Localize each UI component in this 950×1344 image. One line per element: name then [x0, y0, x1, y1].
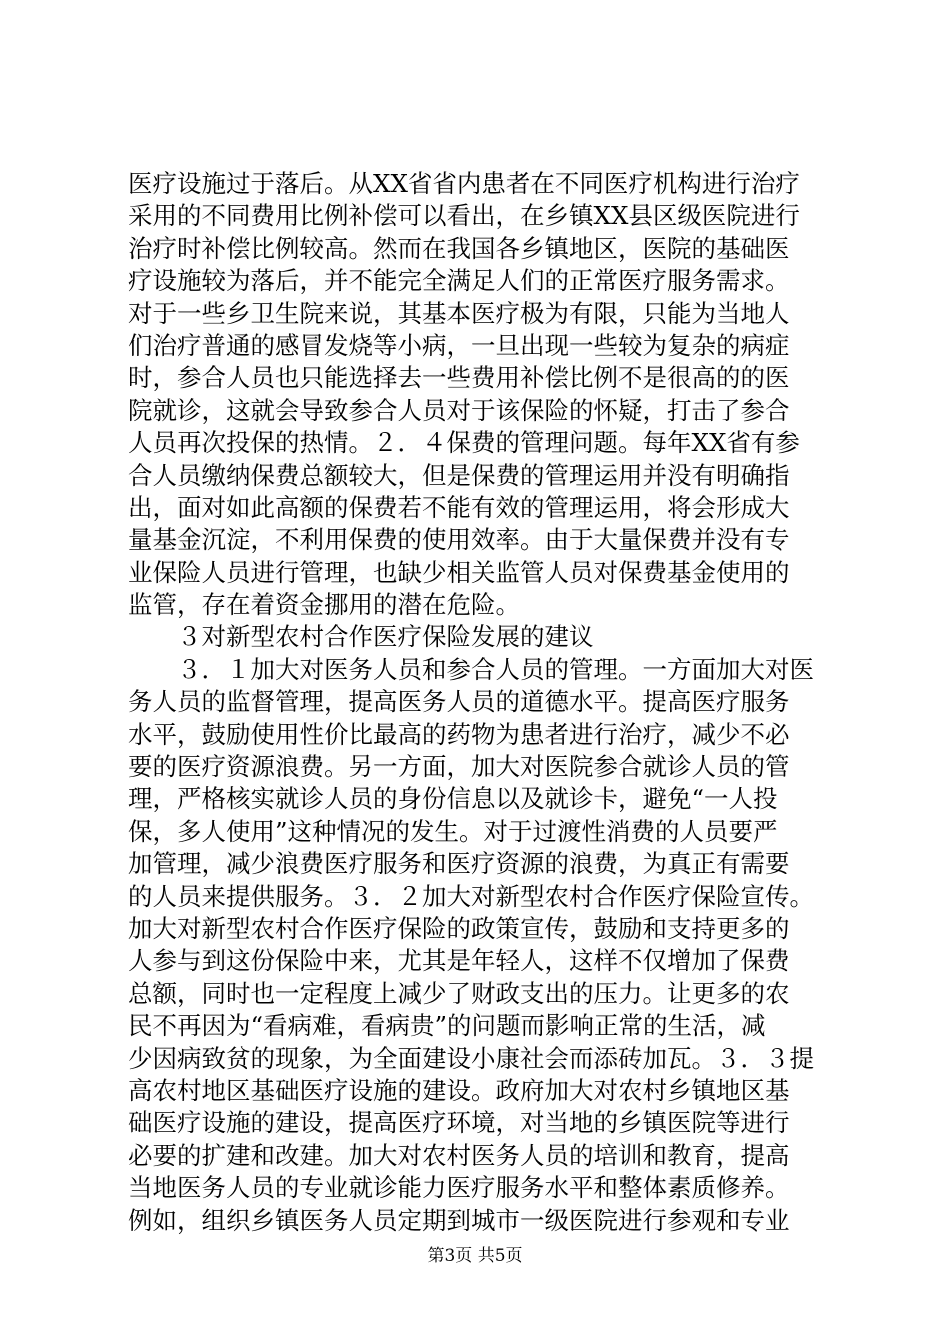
page-footer: 第3页 共5页 [427, 1246, 523, 1266]
text-line: 人参与到这份保险中来，尤其是年轻人，这样不仅增加了保费 [128, 946, 790, 976]
text-line: 人员再次投保的热情。２．４保费的管理问题。每年XX省有参 [128, 428, 800, 458]
text-line: 时，参合人员也只能选择去一些费用补偿比例不是很高的的医 [128, 363, 790, 393]
text-line: 院就诊，这就会导致参合人员对于该保险的怀疑，打击了参合 [128, 395, 790, 425]
text-line: 例如，组织乡镇医务人员定期到城市一级医院进行参观和专业 [128, 1205, 790, 1235]
text-line: 当地医务人员的专业就诊能力医疗服务水平和整体素质修养。 [128, 1173, 790, 1203]
text-line: 监管，存在着资金挪用的潜在危险。 [128, 590, 520, 620]
text-line: 高农村地区基础医疗设施的建设。政府加大对农村乡镇地区基 [128, 1075, 790, 1105]
text-line: 要的医疗资源浪费。另一方面，加大对医院参合就诊人员的管 [128, 752, 790, 782]
text-line: 理，严格核实就诊人员的身份信息以及就诊卡，避免“一人投 [128, 784, 778, 814]
text-line: 加管理，减少浪费医疗服务和医疗资源的浪费，为真正有需要 [128, 849, 790, 879]
text-line: 业保险人员进行管理，也缺少相关监管人员对保费基金使用的 [128, 557, 790, 587]
text-line: 务人员的监督管理，提高医务人员的道德水平。提高医疗服务 [128, 687, 790, 717]
text-line: 对于一些乡卫生院来说，其基本医疗极为有限，只能为当地人 [128, 298, 790, 328]
text-line: 总额，同时也一定程度上减少了财政支出的压力。让更多的农 [128, 978, 790, 1008]
text-line: 合人员缴纳保费总额较大，但是保费的管理运用并没有明确指 [128, 460, 790, 490]
body-text [128, 168, 832, 1237]
text-line: 必要的扩建和改建。加大对农村医务人员的培训和教育，提高 [128, 1140, 790, 1170]
text-line: 采用的不同费用比例补偿可以看出，在乡镇XX县区级医院进行 [128, 201, 800, 231]
text-line: 治疗时补偿比例较高。然而在我国各乡镇地区，医院的基础医 [128, 233, 790, 263]
text-line: 的人员来提供服务。３．２加大对新型农村合作医疗保险宣传。 [128, 881, 814, 911]
text-line: ３对新型农村合作医疗保险发展的建议 [128, 622, 594, 652]
text-line: 加大对新型农村合作医疗保险的政策宣传，鼓励和支持更多的 [128, 913, 790, 943]
text-line: 保，多人使用”这种情况的发生。对于过渡性消费的人员要严 [128, 816, 778, 846]
text-line: 民不再因为“看病难，看病贵”的问题而影响正常的生活，减 [128, 1011, 766, 1041]
text-line: 们治疗普通的感冒发烧等小病，一旦出现一些较为复杂的病症 [128, 330, 790, 360]
text-line: 少因病致贫的现象，为全面建设小康社会而添砖加瓦。３．３提 [128, 1043, 814, 1073]
text-line: 量基金沉淀，不利用保费的使用效率。由于大量保费并没有专 [128, 525, 790, 555]
text-line: 础医疗设施的建设，提高医疗环境，对当地的乡镇医院等进行 [128, 1108, 790, 1138]
text-line: 疗设施较为落后，并不能完全满足人们的正常医疗服务需求。 [128, 266, 790, 296]
text-line: 水平，鼓励使用性价比最高的药物为患者进行治疗，减少不必 [128, 719, 790, 749]
text-line: ３．１加大对医务人员和参合人员的管理。一方面加大对医 [128, 654, 814, 684]
text-line: 医疗设施过于落后。从XX省省内患者在不同医疗机构进行治疗 [128, 169, 800, 198]
text-line: 出，面对如此高额的保费若不能有效的管理运用，将会形成大 [128, 492, 790, 522]
